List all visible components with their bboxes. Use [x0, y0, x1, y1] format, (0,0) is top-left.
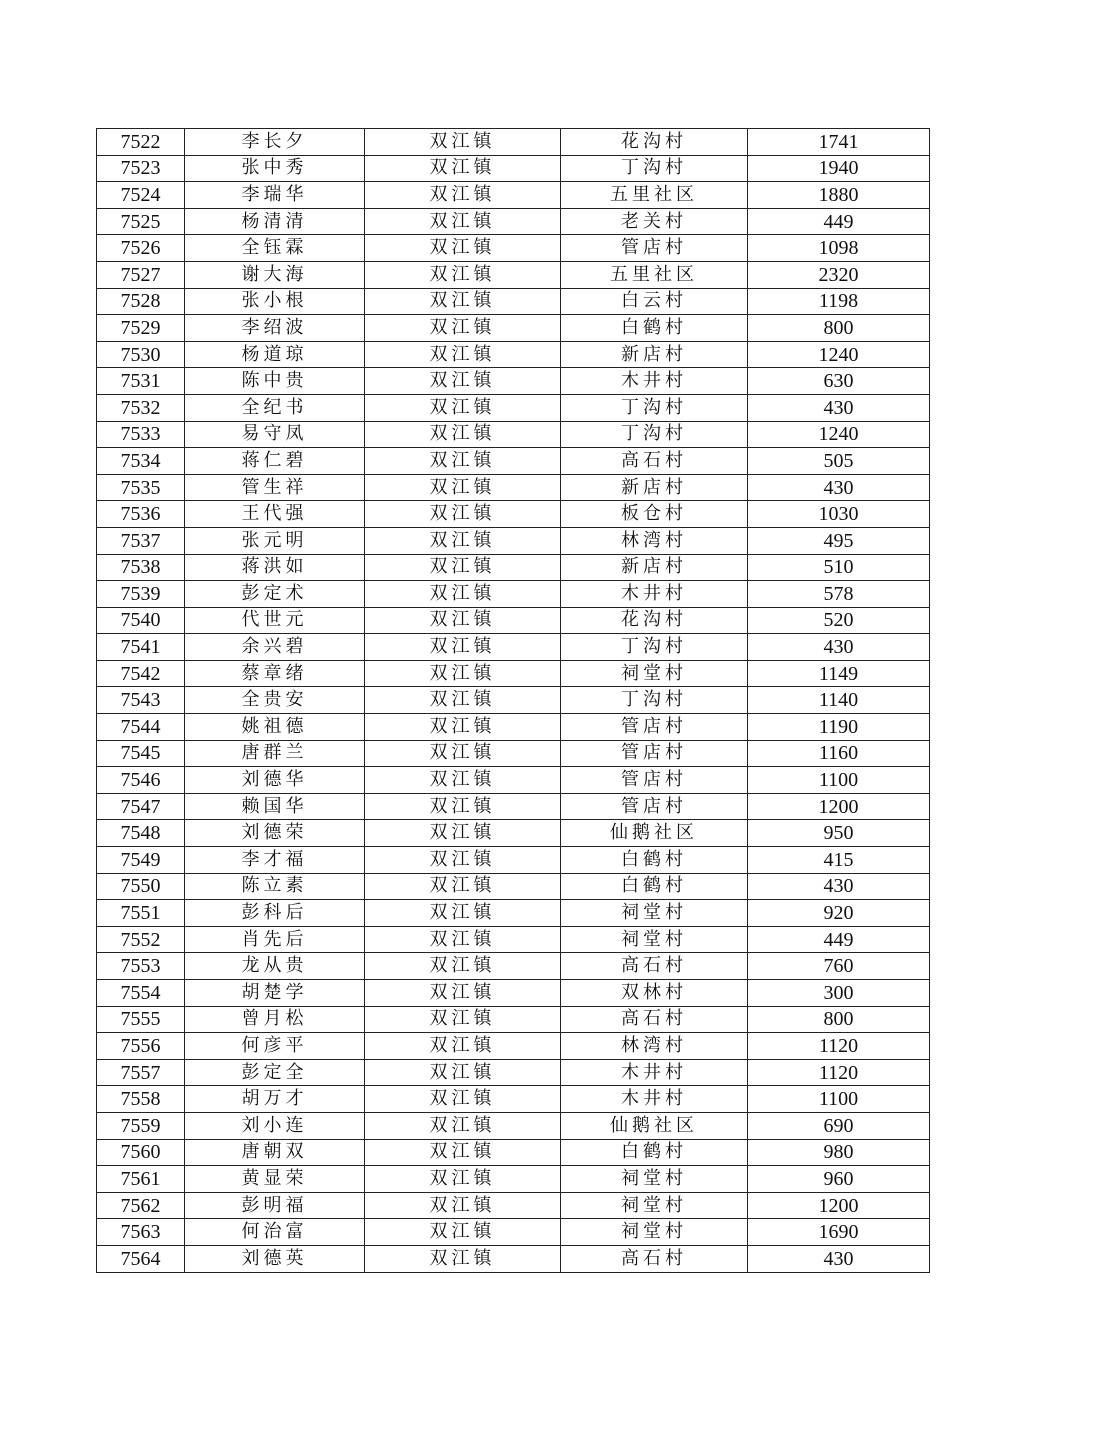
- cell-id: 7537: [97, 527, 185, 554]
- table-row: [97, 448, 930, 475]
- cell-town: 双江镇: [365, 820, 561, 847]
- cell-amount: 505: [748, 448, 930, 475]
- cell-village: 花沟村: [561, 607, 748, 634]
- cell-name: 杨道琼: [185, 341, 365, 368]
- cell-town: 双江镇: [365, 793, 561, 820]
- cell-amount: 1190: [748, 714, 930, 741]
- cell-amount: 449: [748, 208, 930, 235]
- cell-name: 刘小连: [185, 1112, 365, 1139]
- cell-id: 7551: [97, 900, 185, 927]
- cell-village: 白鹤村: [561, 1139, 748, 1166]
- cell-amount: 449: [748, 926, 930, 953]
- table-row: [97, 1112, 930, 1139]
- cell-town: 双江镇: [365, 341, 561, 368]
- cell-town: 双江镇: [365, 208, 561, 235]
- table-row: [97, 980, 930, 1007]
- table-row: [97, 926, 930, 953]
- cell-village: 祠堂村: [561, 926, 748, 953]
- cell-town: 双江镇: [365, 926, 561, 953]
- cell-town: 双江镇: [365, 687, 561, 714]
- cell-town: 双江镇: [365, 634, 561, 661]
- cell-town: 双江镇: [365, 900, 561, 927]
- cell-village: 五里社区: [561, 182, 748, 209]
- cell-amount: 430: [748, 873, 930, 900]
- table-row: [97, 1086, 930, 1113]
- table-row: [97, 1139, 930, 1166]
- cell-id: 7532: [97, 394, 185, 421]
- cell-id: 7529: [97, 315, 185, 342]
- cell-amount: 1120: [748, 1059, 930, 1086]
- cell-town: 双江镇: [365, 847, 561, 874]
- cell-id: 7555: [97, 1006, 185, 1033]
- cell-village: 双林村: [561, 980, 748, 1007]
- table-row: [97, 740, 930, 767]
- data-table: [96, 128, 930, 1273]
- cell-town: 双江镇: [365, 368, 561, 395]
- cell-town: 双江镇: [365, 1245, 561, 1272]
- cell-amount: 1098: [748, 235, 930, 262]
- cell-town: 双江镇: [365, 474, 561, 501]
- cell-amount: 495: [748, 527, 930, 554]
- cell-name: 赖国华: [185, 793, 365, 820]
- cell-name: 易守凤: [185, 421, 365, 448]
- cell-amount: 1690: [748, 1219, 930, 1246]
- cell-name: 王代强: [185, 501, 365, 528]
- cell-town: 双江镇: [365, 1059, 561, 1086]
- cell-village: 高石村: [561, 953, 748, 980]
- table-row: [97, 634, 930, 661]
- cell-id: 7542: [97, 660, 185, 687]
- cell-id: 7526: [97, 235, 185, 262]
- cell-id: 7531: [97, 368, 185, 395]
- cell-village: 花沟村: [561, 129, 748, 156]
- cell-town: 双江镇: [365, 1166, 561, 1193]
- table-row: [97, 368, 930, 395]
- cell-amount: 300: [748, 980, 930, 1007]
- cell-village: 白鹤村: [561, 873, 748, 900]
- cell-village: 仙鹅社区: [561, 1112, 748, 1139]
- cell-village: 丁沟村: [561, 155, 748, 182]
- cell-village: 丁沟村: [561, 634, 748, 661]
- cell-name: 全纪书: [185, 394, 365, 421]
- cell-id: 7536: [97, 501, 185, 528]
- cell-name: 李长夕: [185, 129, 365, 156]
- cell-id: 7550: [97, 873, 185, 900]
- cell-amount: 1120: [748, 1033, 930, 1060]
- cell-village: 高石村: [561, 448, 748, 475]
- cell-village: 新店村: [561, 341, 748, 368]
- cell-id: 7548: [97, 820, 185, 847]
- cell-id: 7524: [97, 182, 185, 209]
- table-row: [97, 288, 930, 315]
- cell-town: 双江镇: [365, 554, 561, 581]
- cell-name: 唐群兰: [185, 740, 365, 767]
- cell-village: 祠堂村: [561, 900, 748, 927]
- cell-amount: 430: [748, 634, 930, 661]
- cell-name: 张中秀: [185, 155, 365, 182]
- cell-id: 7533: [97, 421, 185, 448]
- cell-town: 双江镇: [365, 660, 561, 687]
- table-row: [97, 261, 930, 288]
- cell-amount: 520: [748, 607, 930, 634]
- cell-amount: 578: [748, 581, 930, 608]
- cell-name: 全贵安: [185, 687, 365, 714]
- cell-amount: 1100: [748, 1086, 930, 1113]
- cell-id: 7553: [97, 953, 185, 980]
- table-row: [97, 1033, 930, 1060]
- table-row: [97, 900, 930, 927]
- cell-town: 双江镇: [365, 448, 561, 475]
- cell-id: 7523: [97, 155, 185, 182]
- table-row: [97, 182, 930, 209]
- cell-amount: 980: [748, 1139, 930, 1166]
- cell-name: 彭定全: [185, 1059, 365, 1086]
- cell-id: 7538: [97, 554, 185, 581]
- cell-id: 7563: [97, 1219, 185, 1246]
- cell-name: 蔡章绪: [185, 660, 365, 687]
- table-row: [97, 1219, 930, 1246]
- cell-name: 何彦平: [185, 1033, 365, 1060]
- cell-village: 丁沟村: [561, 394, 748, 421]
- cell-town: 双江镇: [365, 129, 561, 156]
- cell-amount: 1140: [748, 687, 930, 714]
- cell-name: 姚祖德: [185, 714, 365, 741]
- cell-id: 7562: [97, 1192, 185, 1219]
- cell-village: 祠堂村: [561, 1192, 748, 1219]
- cell-amount: 690: [748, 1112, 930, 1139]
- cell-name: 张小根: [185, 288, 365, 315]
- cell-village: 祠堂村: [561, 660, 748, 687]
- cell-amount: 800: [748, 1006, 930, 1033]
- cell-town: 双江镇: [365, 980, 561, 1007]
- cell-village: 白云村: [561, 288, 748, 315]
- cell-village: 五里社区: [561, 261, 748, 288]
- table-row: [97, 1059, 930, 1086]
- table-row: [97, 341, 930, 368]
- table-row: [97, 607, 930, 634]
- cell-name: 张元明: [185, 527, 365, 554]
- cell-name: 杨清清: [185, 208, 365, 235]
- cell-town: 双江镇: [365, 740, 561, 767]
- table-row: [97, 208, 930, 235]
- cell-town: 双江镇: [365, 767, 561, 794]
- cell-town: 双江镇: [365, 1086, 561, 1113]
- cell-name: 曾月松: [185, 1006, 365, 1033]
- cell-id: 7544: [97, 714, 185, 741]
- table-row: [97, 873, 930, 900]
- cell-town: 双江镇: [365, 953, 561, 980]
- cell-id: 7559: [97, 1112, 185, 1139]
- cell-amount: 1100: [748, 767, 930, 794]
- table-row: [97, 847, 930, 874]
- cell-amount: 1200: [748, 1192, 930, 1219]
- cell-village: 白鹤村: [561, 315, 748, 342]
- table-row: [97, 714, 930, 741]
- cell-amount: 1741: [748, 129, 930, 156]
- cell-name: 刘德华: [185, 767, 365, 794]
- cell-id: 7552: [97, 926, 185, 953]
- cell-village: 管店村: [561, 714, 748, 741]
- cell-name: 刘德荣: [185, 820, 365, 847]
- cell-id: 7522: [97, 129, 185, 156]
- cell-name: 代世元: [185, 607, 365, 634]
- cell-name: 蒋仁碧: [185, 448, 365, 475]
- cell-name: 管生祥: [185, 474, 365, 501]
- table-row: [97, 129, 930, 156]
- cell-village: 祠堂村: [561, 1166, 748, 1193]
- cell-village: 林湾村: [561, 527, 748, 554]
- cell-name: 何治富: [185, 1219, 365, 1246]
- cell-id: 7540: [97, 607, 185, 634]
- cell-name: 彭科后: [185, 900, 365, 927]
- cell-id: 7535: [97, 474, 185, 501]
- cell-id: 7564: [97, 1245, 185, 1272]
- cell-village: 管店村: [561, 235, 748, 262]
- cell-village: 白鹤村: [561, 847, 748, 874]
- cell-village: 丁沟村: [561, 687, 748, 714]
- cell-village: 管店村: [561, 767, 748, 794]
- cell-id: 7547: [97, 793, 185, 820]
- table-row: [97, 687, 930, 714]
- cell-town: 双江镇: [365, 1006, 561, 1033]
- cell-id: 7560: [97, 1139, 185, 1166]
- table-row: [97, 1166, 930, 1193]
- cell-name: 黄显荣: [185, 1166, 365, 1193]
- table-row: [97, 581, 930, 608]
- cell-village: 木井村: [561, 368, 748, 395]
- cell-village: 林湾村: [561, 1033, 748, 1060]
- cell-name: 彭定术: [185, 581, 365, 608]
- cell-name: 谢大海: [185, 261, 365, 288]
- cell-amount: 430: [748, 394, 930, 421]
- cell-name: 陈立素: [185, 873, 365, 900]
- cell-village: 管店村: [561, 740, 748, 767]
- table-row: [97, 554, 930, 581]
- cell-amount: 2320: [748, 261, 930, 288]
- cell-town: 双江镇: [365, 1219, 561, 1246]
- cell-town: 双江镇: [365, 315, 561, 342]
- cell-amount: 1240: [748, 421, 930, 448]
- cell-village: 高石村: [561, 1006, 748, 1033]
- cell-amount: 1880: [748, 182, 930, 209]
- cell-name: 彭明福: [185, 1192, 365, 1219]
- cell-amount: 630: [748, 368, 930, 395]
- cell-id: 7528: [97, 288, 185, 315]
- cell-town: 双江镇: [365, 607, 561, 634]
- cell-name: 龙从贵: [185, 953, 365, 980]
- table-row: [97, 421, 930, 448]
- cell-village: 新店村: [561, 474, 748, 501]
- cell-id: 7525: [97, 208, 185, 235]
- table-row: [97, 820, 930, 847]
- cell-village: 木井村: [561, 1059, 748, 1086]
- cell-town: 双江镇: [365, 714, 561, 741]
- cell-id: 7541: [97, 634, 185, 661]
- cell-id: 7543: [97, 687, 185, 714]
- cell-amount: 960: [748, 1166, 930, 1193]
- cell-amount: 1149: [748, 660, 930, 687]
- cell-village: 仙鹅社区: [561, 820, 748, 847]
- cell-amount: 920: [748, 900, 930, 927]
- cell-amount: 510: [748, 554, 930, 581]
- cell-amount: 430: [748, 474, 930, 501]
- cell-amount: 1200: [748, 793, 930, 820]
- cell-town: 双江镇: [365, 261, 561, 288]
- cell-amount: 800: [748, 315, 930, 342]
- cell-id: 7546: [97, 767, 185, 794]
- table-row: [97, 1192, 930, 1219]
- table-row: [97, 953, 930, 980]
- table-row: [97, 527, 930, 554]
- table-row: [97, 793, 930, 820]
- cell-name: 胡万才: [185, 1086, 365, 1113]
- cell-name: 唐朝双: [185, 1139, 365, 1166]
- cell-name: 李绍波: [185, 315, 365, 342]
- cell-id: 7539: [97, 581, 185, 608]
- cell-town: 双江镇: [365, 155, 561, 182]
- cell-id: 7554: [97, 980, 185, 1007]
- table-row: [97, 1006, 930, 1033]
- cell-village: 木井村: [561, 581, 748, 608]
- cell-name: 李才福: [185, 847, 365, 874]
- cell-id: 7561: [97, 1166, 185, 1193]
- cell-amount: 1240: [748, 341, 930, 368]
- cell-id: 7534: [97, 448, 185, 475]
- cell-village: 高石村: [561, 1245, 748, 1272]
- cell-amount: 1030: [748, 501, 930, 528]
- table-row: [97, 660, 930, 687]
- cell-amount: 1198: [748, 288, 930, 315]
- cell-id: 7556: [97, 1033, 185, 1060]
- table-row: [97, 315, 930, 342]
- cell-town: 双江镇: [365, 288, 561, 315]
- cell-town: 双江镇: [365, 421, 561, 448]
- table-row: [97, 155, 930, 182]
- table-row: [97, 474, 930, 501]
- cell-town: 双江镇: [365, 501, 561, 528]
- cell-village: 木井村: [561, 1086, 748, 1113]
- table-body: [97, 129, 930, 1273]
- table-row: [97, 1245, 930, 1272]
- cell-town: 双江镇: [365, 1033, 561, 1060]
- cell-village: 丁沟村: [561, 421, 748, 448]
- cell-name: 胡楚学: [185, 980, 365, 1007]
- cell-name: 全钰霖: [185, 235, 365, 262]
- cell-name: 陈中贵: [185, 368, 365, 395]
- cell-village: 新店村: [561, 554, 748, 581]
- table-row: [97, 767, 930, 794]
- cell-amount: 415: [748, 847, 930, 874]
- cell-village: 管店村: [561, 793, 748, 820]
- cell-village: 板仓村: [561, 501, 748, 528]
- cell-id: 7557: [97, 1059, 185, 1086]
- cell-id: 7527: [97, 261, 185, 288]
- cell-amount: 950: [748, 820, 930, 847]
- cell-name: 余兴碧: [185, 634, 365, 661]
- cell-name: 李瑞华: [185, 182, 365, 209]
- cell-town: 双江镇: [365, 1192, 561, 1219]
- table-row: [97, 501, 930, 528]
- cell-amount: 760: [748, 953, 930, 980]
- cell-village: 老关村: [561, 208, 748, 235]
- cell-name: 蒋洪如: [185, 554, 365, 581]
- cell-town: 双江镇: [365, 182, 561, 209]
- cell-id: 7530: [97, 341, 185, 368]
- cell-amount: 1160: [748, 740, 930, 767]
- table-row: [97, 235, 930, 262]
- cell-village: 祠堂村: [561, 1219, 748, 1246]
- table-row: [97, 394, 930, 421]
- cell-id: 7558: [97, 1086, 185, 1113]
- cell-amount: 1940: [748, 155, 930, 182]
- cell-id: 7549: [97, 847, 185, 874]
- cell-town: 双江镇: [365, 235, 561, 262]
- cell-name: 肖先后: [185, 926, 365, 953]
- cell-town: 双江镇: [365, 1112, 561, 1139]
- cell-name: 刘德英: [185, 1245, 365, 1272]
- cell-town: 双江镇: [365, 527, 561, 554]
- cell-id: 7545: [97, 740, 185, 767]
- cell-town: 双江镇: [365, 1139, 561, 1166]
- cell-town: 双江镇: [365, 873, 561, 900]
- cell-amount: 430: [748, 1245, 930, 1272]
- cell-town: 双江镇: [365, 581, 561, 608]
- cell-town: 双江镇: [365, 394, 561, 421]
